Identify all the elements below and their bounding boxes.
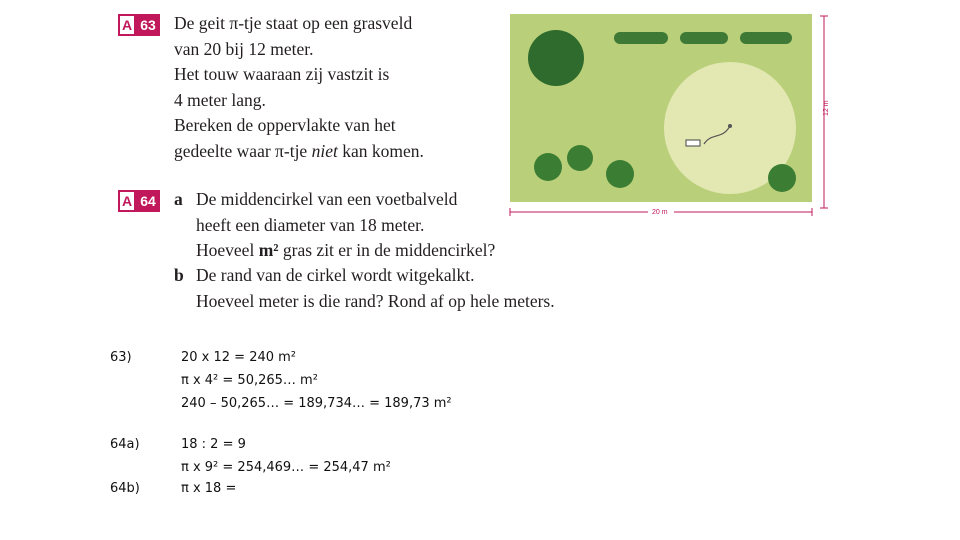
exercise-63-line: De geit π-tje staat op een grasveld — [174, 13, 413, 33]
exercise-63-line: Bereken de oppervlakte van het — [174, 115, 396, 135]
text-run: kan komen. — [337, 140, 424, 161]
exercise-64b-line: Hoeveel meter is die rand? Rond af op hele meters. — [196, 290, 555, 311]
exercise-64a-line: heeft een diameter van 18 meter. — [196, 214, 425, 235]
exercise-63-line: 4 meter lang. — [174, 89, 266, 110]
part-a-label: a — [174, 189, 183, 209]
answer-63-line: π x 4² = 50,265… m² — [181, 373, 318, 388]
exercise-63-line: Het touw waaraan zij vastzit is — [174, 64, 390, 84]
answer-64a-line: π x 9² = 254,469… = 254,47 m² — [181, 460, 391, 475]
answer-63-label: 63) — [110, 350, 132, 365]
exercise-63-line: van 20 bij 12 meter. — [174, 38, 314, 59]
answer-64b-label: 64b) — [110, 481, 140, 496]
exercise-64a-line: De middencirkel van een voetbalveld — [196, 189, 458, 209]
text-run: Hoeveel — [196, 240, 259, 260]
text-run: gras zit er in de middencirkel? — [278, 240, 496, 260]
emphasis-text: niet — [311, 140, 338, 161]
answer-63-line: 20 x 12 = 240 m² — [181, 350, 297, 365]
text-run: gedeelte waar π-tje — [174, 140, 312, 161]
badge-number: 63 — [136, 14, 160, 36]
exercise-64b-line: De rand van de cirkel wordt witgekalkt. — [196, 265, 475, 285]
badge-letter: A — [118, 190, 136, 212]
height-label: 12 m — [823, 100, 830, 116]
unit-text: m² — [258, 240, 279, 260]
badge-number: 64 — [136, 190, 160, 212]
answer-63-line: 240 – 50,265… = 189,734… = 189,73 m² — [181, 396, 452, 411]
part-b-label: b — [174, 265, 184, 285]
answer-64a-line: 18 : 2 = 9 — [181, 437, 246, 452]
width-label: 20 m — [652, 209, 668, 216]
badge-letter: A — [118, 14, 136, 36]
answer-64b-line: π x 18 = — [181, 481, 237, 496]
answer-64a-label: 64a) — [110, 437, 140, 452]
